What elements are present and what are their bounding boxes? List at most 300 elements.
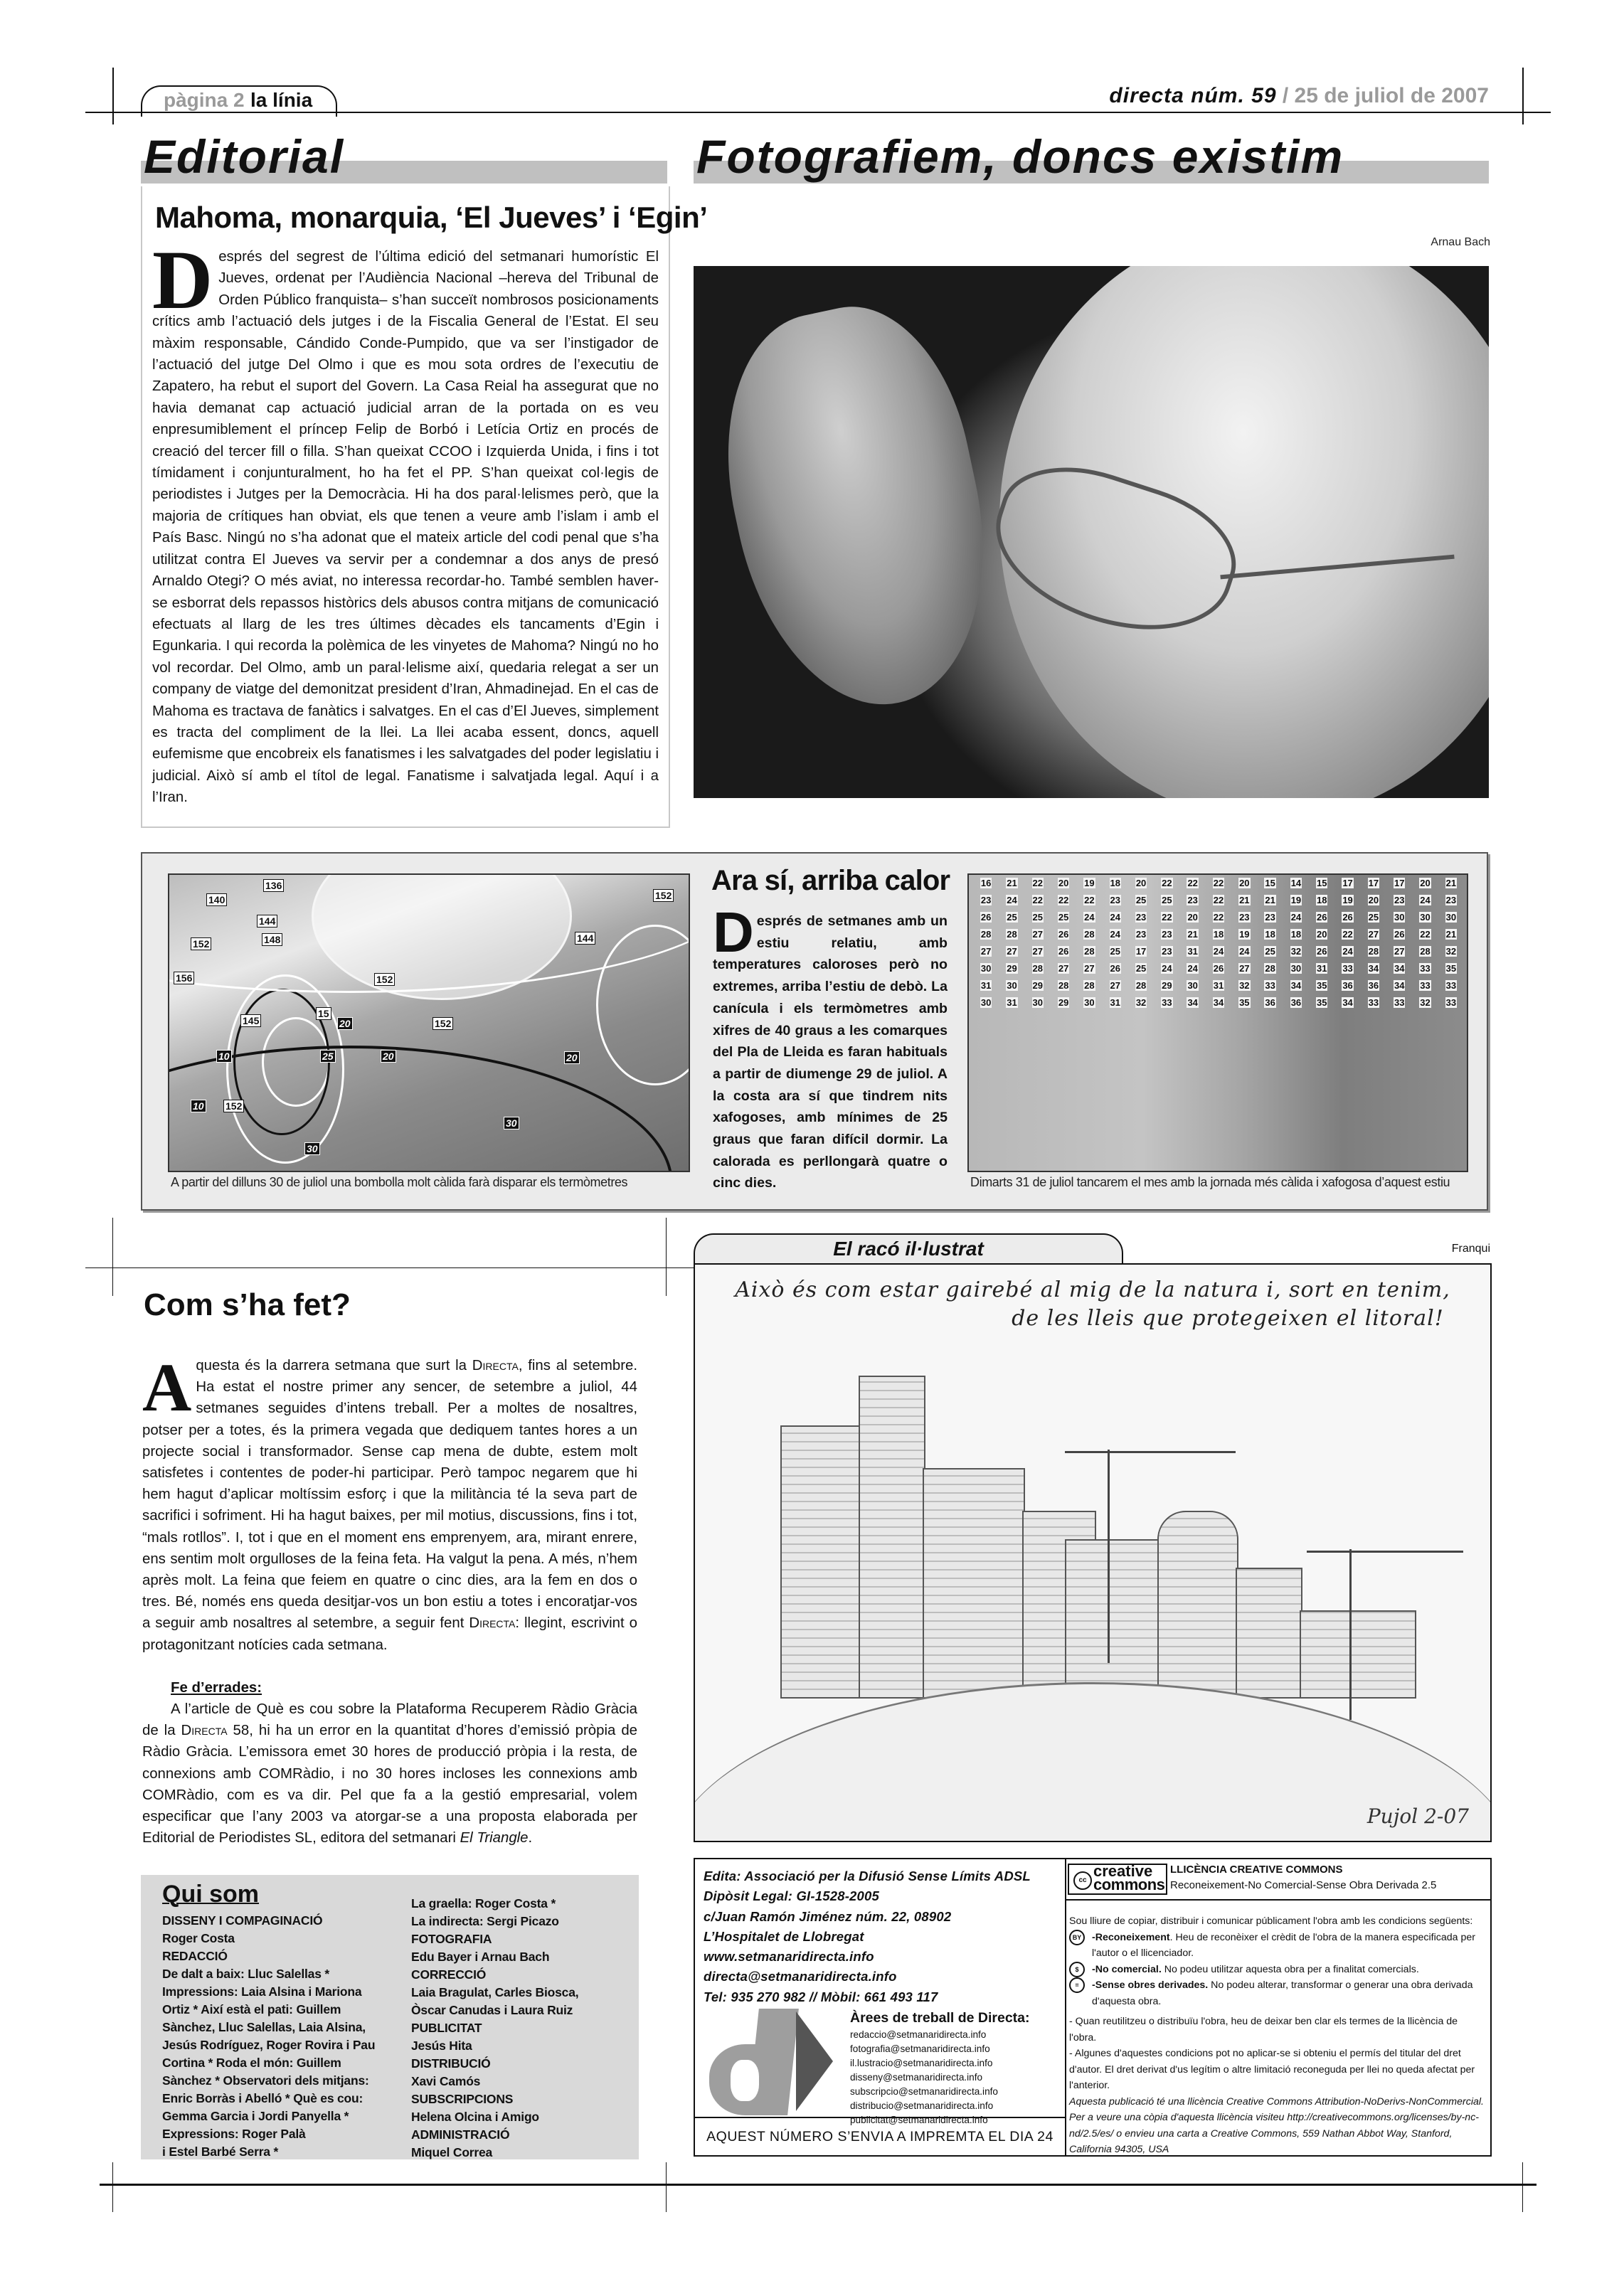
temperature-value <box>1361 980 1386 991</box>
temperature-value <box>1206 963 1231 974</box>
temperature-label: 28 <box>1368 946 1379 957</box>
map-label: 10 <box>216 1050 232 1063</box>
temperature-label: 33 <box>1445 980 1457 991</box>
temperature-value <box>1386 997 1412 1008</box>
weather-text: esprés de setmanes amb un estiu relatiu, amb temperatures caloroses però no extremes, arriba l’estiu de debò. La canícula i els termòmetres amb xifres de 40 graus a les comarques del Pla de Lleida es faran habituals a partir de diumenge 29 de juliol. A la costa ara sí que tindrem nits xafogoses, amb mínimes de 25 graus que faran difícil dormir. La calorada es perllongarà quatre o cinc dies. <box>713 913 948 1191</box>
temperature-value <box>1103 929 1128 940</box>
temperature-label: 28 <box>1084 929 1095 940</box>
publication-name: Directa <box>181 1723 228 1739</box>
temperature-label: 26 <box>1110 963 1120 974</box>
temperature-label: 34 <box>1368 963 1379 974</box>
temperature-value <box>1051 878 1076 888</box>
editorial-section-head <box>141 130 667 186</box>
temperature-label: 18 <box>1265 929 1275 940</box>
temperature-label: 15 <box>1317 878 1327 888</box>
temperature-label: 27 <box>1239 963 1250 974</box>
temperature-label: 19 <box>1290 895 1302 905</box>
temperature-value <box>1257 963 1283 974</box>
temperature-label: 28 <box>1032 963 1044 974</box>
temperature-value <box>1257 912 1283 923</box>
dropcap: D <box>713 900 754 964</box>
temperature-value <box>973 912 999 923</box>
temperature-label: 33 <box>1342 963 1353 974</box>
cc-icon: cc <box>1073 1871 1092 1890</box>
publisher-line: www.setmanaridirecta.info <box>704 1949 874 1965</box>
temperature-label: 20 <box>1135 878 1147 888</box>
temperature-value <box>1283 980 1309 991</box>
temperature-label: 27 <box>1394 946 1405 957</box>
temperature-value <box>1128 895 1154 905</box>
temperature-label: 34 <box>1187 997 1198 1008</box>
temperature-value <box>1103 878 1128 888</box>
temperature-value <box>1412 895 1438 905</box>
temperature-value <box>1025 878 1051 888</box>
temperature-value <box>1334 912 1360 923</box>
temperature-value <box>1128 946 1154 957</box>
temperature-label: 30 <box>980 997 992 1008</box>
cartoon-caption <box>695 1276 1490 1333</box>
crop-mark <box>112 2162 113 2212</box>
temperature-label: 28 <box>1084 980 1095 991</box>
temperature-value <box>973 946 999 957</box>
staff-list-right <box>411 1895 578 2162</box>
errata-title: Fe d’errades: <box>171 1679 262 1696</box>
staff-line: i Estel Barbé Serra * <box>162 2144 279 2159</box>
map-label: 20 <box>337 1017 353 1030</box>
temperature-value <box>1076 912 1102 923</box>
staff-line: Enric Borràs i Abelló * Què es cou: <box>162 2091 363 2105</box>
temperature-value <box>1309 895 1334 905</box>
temperature-label: 25 <box>1135 895 1147 905</box>
staff-line: Sànchez, Lluc Salellas, Laia Alsina, <box>162 2020 366 2034</box>
temperature-label: 31 <box>1317 963 1327 974</box>
temperature-value <box>1025 963 1051 974</box>
weather-map-isobars <box>168 873 690 1172</box>
temperature-label: 27 <box>1007 946 1017 957</box>
temperature-value <box>1154 997 1179 1008</box>
temperature-label: 22 <box>1213 895 1224 905</box>
temperature-value <box>1076 963 1102 974</box>
who-we-are-title: Qui som <box>162 1881 260 1908</box>
temperature-label: 22 <box>1213 878 1224 888</box>
logo-shape <box>796 2011 833 2111</box>
publisher-info <box>704 1866 1031 2007</box>
map-label: 30 <box>504 1117 519 1130</box>
issue-info <box>1109 84 1489 108</box>
temperature-label: 23 <box>1265 912 1275 923</box>
temperature-label: 21 <box>1445 929 1457 940</box>
how-made-text: : llegint, escrivint o protagonitzant notícies cada setmana. <box>142 1615 637 1653</box>
temperature-label: 20 <box>1420 878 1431 888</box>
temperature-value <box>1386 929 1412 940</box>
publisher-line: Edita: Associació per la Difusió Sense Límits ADSL <box>704 1869 1031 1883</box>
temperature-label: 20 <box>1187 912 1198 923</box>
temperature-grid <box>973 878 1464 1008</box>
temperature-value <box>1206 946 1231 957</box>
temperature-value <box>1051 997 1076 1008</box>
temperature-label: 27 <box>1368 929 1379 940</box>
temperature-value <box>1206 980 1231 991</box>
cc-logo-word: commons <box>1093 1876 1165 1893</box>
temperature-value <box>1154 963 1179 974</box>
temperature-label: 27 <box>1084 963 1095 974</box>
map-label: 152 <box>223 1100 244 1112</box>
map-label: 15 <box>316 1007 331 1020</box>
map-label: 20 <box>381 1050 396 1063</box>
temperature-value <box>1206 929 1231 940</box>
condition-text: . Heu de reconèixer el crèdit de l'obra de la manera especificada per l'autor o el llicenciador. <box>1092 1931 1475 1959</box>
temperature-value <box>1334 963 1360 974</box>
staff-list-left <box>162 1912 375 2161</box>
temperature-label: 33 <box>1162 997 1172 1008</box>
temperature-label: 24 <box>1187 963 1198 974</box>
how-made-text: questa és la darrera setmana que surt la <box>196 1358 472 1373</box>
temperature-label: 22 <box>1162 912 1172 923</box>
email-address: subscripcio@setmanaridirecta.info <box>850 2086 998 2097</box>
who-we-are-box <box>141 1875 639 2159</box>
temperature-label: 23 <box>1187 895 1198 905</box>
temperature-value <box>1076 895 1102 905</box>
temperature-value <box>1206 997 1231 1008</box>
temperature-value <box>1128 963 1154 974</box>
temperature-value <box>1154 929 1179 940</box>
colophon-box <box>694 1858 1066 2157</box>
email-address: il.lustracio@setmanaridirecta.info <box>850 2058 993 2068</box>
temperature-value <box>1103 963 1128 974</box>
temperature-value <box>1309 980 1334 991</box>
condition-text: No podeu alterar, transformar o generar una obra derivada d'aquesta obra. <box>1092 1979 1473 2007</box>
staff-line: DISSENY I COMPAGINACIÓ <box>162 1913 323 1928</box>
temperature-value <box>1412 963 1438 974</box>
temperature-value <box>1025 895 1051 905</box>
temperature-label: 33 <box>1394 997 1405 1008</box>
how-made-body <box>142 1349 637 1849</box>
license-subtitle: Reconeixement-No Comercial-Sense Obra Derivada 2.5 <box>1170 1879 1437 1891</box>
temperature-value <box>999 878 1024 888</box>
temperature-value <box>1361 878 1386 888</box>
staff-line: Roger Costa <box>162 1931 235 1945</box>
temperature-value <box>1180 895 1206 905</box>
temperature-label: 28 <box>1058 980 1069 991</box>
temperature-label: 22 <box>1162 878 1172 888</box>
temperature-label: 34 <box>1394 963 1405 974</box>
map-label: 148 <box>262 933 282 946</box>
temperature-label: 25 <box>1135 963 1147 974</box>
map2-caption: Dimarts 31 de juliol tancarem el mes amb la jornada més càlida i xafogosa d’aquest estiu <box>970 1175 1450 1189</box>
license-header <box>1066 1859 1490 1901</box>
temperature-label: 24 <box>1084 912 1095 923</box>
temperature-label: 22 <box>1058 895 1069 905</box>
temperature-value <box>1025 980 1051 991</box>
temperature-value <box>1257 946 1283 957</box>
license-box <box>1065 1858 1492 2157</box>
license-condition <box>1069 1977 1486 2009</box>
temperature-value <box>1309 929 1334 940</box>
work-areas-title: Àrees de treball de Directa: <box>850 2010 1030 2026</box>
header-rule <box>107 112 1533 113</box>
temperature-value <box>1231 997 1257 1008</box>
temperature-value <box>1361 997 1386 1008</box>
temperature-label: 24 <box>1342 946 1353 957</box>
crane-drawing <box>1065 1451 1236 1453</box>
temperature-label: 19 <box>1342 895 1353 905</box>
editorial-text: esprés del segrest de l’última edició del setmanari humorístic El Jueves, ordenat per l’Audiència Nacional –hereva del Tribunal de Orden Público franquista– s’han succeït nombrosos posicionaments crítics amb l’actuació dels jutges i de la Fiscalia General de l’Estat. El seu màxim responsable, Cándido Conde-Pumpido, que va ser l’instigador de l’actuació del jutge Del Olmo i que es mou sota ordres de l’executiu de Zapatero, ha rebut el suport del Govern. La Casa Reial ha assegurat que no havia demanat cap actuació judicial arran de la portada on es veu enpresumiblement el príncep Felip de Borbó i Letícia Ortiz en procés de creació del tercer fill o filla. S’han queixat CCOO i Izquierda Unida, i fins i tot tímidament i conjunturalment, ho ha fet el PP. S’han queixat col·legis de periodistes i Jutges per la Democràcia. Hi ha dos paral·lelismes però, que la majoria de crítiques han obviat, els que tenen a veure amb l’islam i amb el País Basc. Ningú no s’ha adonat que el mateix article del codi penal que s’ha utilitzat contra El Jueves va servir per a condemnar a dos anys de presó Arnaldo Otegi? O més aviat, no interessa recordar-ho. També semblen haver-se esborrat dels repassos històrics dels abusos contra mitjans de comunicació efectuats al llarg de les tres últimes dècades els tancaments d’Egin i Egunkaria. I qui recorda la polèmica de les vinyetes de Mahoma? Ningú no ho vol recordar. Del Olmo, amb un paral·lelisme així, quedaria relegat a ser un company de viatge del demonitzat president d’Iran, Ahmadinejad. En el cas de Mahoma es tractava de fanàtics i salvatges. En el cas d’El Jueves, simplement es tracta del compliment de la llei. La llei acaba essent, doncs, aquell eufemisme que encobreix els fanatismes i les salvatgades del poder legislatiu i judicial. Això sí amb el títol de legal. Fanatisme i salvatjada legal. Aquí i a l’Iran. <box>152 249 659 806</box>
temperature-value <box>1283 997 1309 1008</box>
staff-line: De dalt a baix: Lluc Salellas * <box>162 1967 330 1981</box>
temperature-label: 23 <box>980 895 992 905</box>
page-number: pàgina 2 <box>164 89 245 111</box>
temperature-value <box>1051 912 1076 923</box>
temperature-value <box>1128 929 1154 940</box>
staff-line: Sànchez * Observatori dels mitjans: <box>162 2073 369 2088</box>
temperature-label: 32 <box>1135 997 1147 1008</box>
temperature-value <box>1283 912 1309 923</box>
temperature-value <box>1128 997 1154 1008</box>
temperature-label: 31 <box>980 980 992 991</box>
editorial-body <box>152 233 659 809</box>
temperature-label: 23 <box>1162 929 1172 940</box>
building-drawing <box>1157 1511 1238 1699</box>
how-made-text: , fins al setembre. Ha estat el nostre primer any sencer, de setembre a juliol, 44 setmanes seguides d’intens treball. Per a moltes de nosaltres, potser per a totes, és la primera vegada que dediquem tantes hores a un projecte social i transformador. Sense cap mena de dubte, estem molt satisfetes i contentes de poder-hi participar. Però tampoc negarem que hi hem hagut d’aplicar moltíssim esforç i que la militància té la seva part de sacrifici i sofriment. Hi ha hagut baixes, per mil motius, discussions, fins i tot, “mals rotllos”. I, tot i que en el moment ens emprenyem, ara, mirant enrere, ens sentim molt orgulloses de la feina feta. Ha valgut la pena. A més, n’hem après molt. La feina que feiem en quatre o cinc dies, ara la fem en dos o tres. Bé, només ens queda desitjar-vos un bon estiu a totes i encoratjar-vos a seguir amb nosaltres al setembre, a seguir fent <box>142 1358 637 1632</box>
temperature-label: 25 <box>1162 895 1172 905</box>
temperature-value <box>1361 946 1386 957</box>
temperature-value <box>1103 946 1128 957</box>
temperature-value <box>1128 912 1154 923</box>
temperature-label: 24 <box>1110 929 1120 940</box>
artist-signature: Pujol 2-07 <box>1366 1805 1469 1828</box>
map-label: 152 <box>432 1017 453 1030</box>
crane-drawing <box>1307 1551 1463 1553</box>
temperature-label: 23 <box>1110 895 1120 905</box>
temperature-label: 27 <box>1110 980 1120 991</box>
temperature-value <box>1051 980 1076 991</box>
crop-mark <box>666 1218 667 1296</box>
temperature-label: 24 <box>1110 912 1120 923</box>
temperature-value <box>1206 878 1231 888</box>
publication-name: El Triangle <box>460 1830 529 1846</box>
temperature-label: 32 <box>1420 997 1431 1008</box>
temperature-value <box>1180 912 1206 923</box>
temperature-label: 26 <box>1213 963 1224 974</box>
temperature-label: 29 <box>1162 980 1172 991</box>
temperature-label: 22 <box>1213 912 1224 923</box>
temperature-value <box>1438 946 1464 957</box>
editorial-section-title: Editorial <box>144 130 345 183</box>
illustration-tab-title: El racó il·lustrat <box>833 1238 984 1260</box>
map-label: 136 <box>263 879 284 892</box>
staff-line: SUBSCRIPCIONS <box>411 2092 514 2106</box>
license-italic-note: Aquesta publicació té una llicència Creative Commons Attribution-NoDerivs-NonCommercial. Per a veure una còpia d'aquesta llicència visiteu http://creativecommons.org/licenses/by-nc-nd/2.5/es/ o envieu una carta a Creative Commons, 559 Nathan Abbot Way, Stanford, California 94305, USA <box>1069 2095 1484 2155</box>
temperature-label: 21 <box>1239 895 1250 905</box>
temperature-value <box>1180 980 1206 991</box>
staff-line: La indirecta: Sergi Picazo <box>411 1914 559 1928</box>
temperature-value <box>1025 929 1051 940</box>
license-note: - Quan reutilitzeu o distribuïu l'obra, heu de deixar ben clar els termes de la llicència de l'obra. <box>1069 2016 1458 2043</box>
temperature-value <box>1438 878 1464 888</box>
map-label: 10 <box>191 1100 206 1112</box>
temperature-value <box>973 929 999 940</box>
building-drawing <box>1065 1539 1160 1699</box>
temperature-label: 25 <box>1007 912 1017 923</box>
temperature-label: 36 <box>1368 980 1379 991</box>
staff-line: Helena Olcina i Amigo <box>411 2110 539 2124</box>
staff-line: FOTOGRAFIA <box>411 1932 492 1946</box>
crop-mark <box>112 1218 113 1296</box>
temperature-value <box>1361 963 1386 974</box>
temperature-value <box>1076 878 1102 888</box>
temperature-label: 24 <box>1213 946 1224 957</box>
temperature-label: 34 <box>1290 980 1302 991</box>
map-label: 140 <box>206 893 227 906</box>
temperature-label: 32 <box>1445 946 1457 957</box>
temperature-value <box>1257 997 1283 1008</box>
print-note: AQUEST NÚMERO S’ENVIA A IMPREMTA EL DIA 24 <box>695 2117 1065 2155</box>
temperature-value <box>1076 980 1102 991</box>
editorial-box <box>141 186 708 828</box>
temperature-label: 32 <box>1290 946 1302 957</box>
temperature-label: 33 <box>1445 997 1457 1008</box>
temperature-value <box>1283 929 1309 940</box>
temperature-label: 25 <box>1110 946 1120 957</box>
email-address: redaccio@setmanaridirecta.info <box>850 2029 987 2040</box>
temperature-value <box>1412 997 1438 1008</box>
temperature-value <box>999 895 1024 905</box>
temperature-label: 30 <box>1290 963 1302 974</box>
temperature-label: 28 <box>1265 963 1275 974</box>
building-drawing <box>859 1376 925 1699</box>
temperature-value <box>1283 946 1309 957</box>
temperature-label: 21 <box>1265 895 1275 905</box>
work-areas <box>850 2010 1030 2127</box>
temperature-value <box>1257 980 1283 991</box>
temperature-label: 22 <box>1187 878 1198 888</box>
temperature-value <box>1438 997 1464 1008</box>
temperature-value <box>1231 912 1257 923</box>
temperature-value <box>999 980 1024 991</box>
logo-shape <box>748 2009 799 2115</box>
crop-mark <box>666 2162 667 2212</box>
dropcap: D <box>152 233 213 326</box>
temperature-label: 21 <box>1445 878 1457 888</box>
section-label: la línia <box>250 89 313 111</box>
condition-text: No podeu utilitzar aquesta obra per a finalitat comercials. <box>1161 1963 1419 1975</box>
temperature-value <box>1257 895 1283 905</box>
crane-drawing <box>1349 1549 1352 1720</box>
temperature-label: 22 <box>1032 878 1044 888</box>
temperature-value <box>1412 878 1438 888</box>
cartoon-caption-line: de les lleis que protegeixen el litoral! <box>1012 1306 1444 1331</box>
temperature-label: 20 <box>1368 895 1379 905</box>
email-address: distribucio@setmanaridirecta.info <box>850 2100 994 2111</box>
temperature-value <box>1180 929 1206 940</box>
temperature-value <box>1206 912 1231 923</box>
temperature-label: 30 <box>1187 980 1198 991</box>
temperature-value <box>1438 895 1464 905</box>
temperature-value <box>999 912 1024 923</box>
temperature-value <box>1180 946 1206 957</box>
temperature-label: 20 <box>1239 878 1250 888</box>
feature-photo <box>694 266 1489 798</box>
temperature-value <box>999 963 1024 974</box>
temperature-label: 22 <box>1032 895 1044 905</box>
temperature-label: 15 <box>1265 878 1275 888</box>
temperature-value <box>1180 963 1206 974</box>
temperature-label: 25 <box>1032 912 1044 923</box>
staff-line: ADMINISTRACIÓ <box>411 2127 510 2142</box>
temperature-label: 25 <box>1265 946 1275 957</box>
temperature-value <box>1025 946 1051 957</box>
temperature-label: 18 <box>1213 929 1224 940</box>
temperature-label: 18 <box>1317 895 1327 905</box>
temperature-label: 27 <box>980 946 992 957</box>
map-label: 144 <box>575 932 595 945</box>
non-commercial-icon: $ <box>1069 1962 1085 1977</box>
temperature-value <box>1051 963 1076 974</box>
temperature-label: 19 <box>1084 878 1095 888</box>
illustration-tab <box>694 1233 1123 1266</box>
temperature-label: 25 <box>1368 912 1379 923</box>
temperature-label: 24 <box>1162 963 1172 974</box>
temperature-value <box>1180 997 1206 1008</box>
photo-credit: Arnau Bach <box>1431 236 1490 248</box>
temperature-value <box>1154 878 1179 888</box>
temperature-value <box>1231 980 1257 991</box>
temperature-value <box>1309 963 1334 974</box>
temperature-value <box>1438 912 1464 923</box>
building-drawing <box>780 1425 861 1699</box>
temperature-label: 33 <box>1265 980 1275 991</box>
temperature-label: 21 <box>1187 929 1198 940</box>
license-condition <box>1069 1930 1486 1962</box>
staff-line: Gemma Garcia i Jordi Panyella * <box>162 2109 349 2123</box>
publisher-line: Tel: 935 270 982 // Mòbil: 661 493 117 <box>704 1989 938 2004</box>
license-body <box>1069 1913 1486 2158</box>
attribution-icon: BY <box>1069 1930 1085 1945</box>
temperature-label: 32 <box>1239 980 1250 991</box>
temperature-label: 17 <box>1342 878 1353 888</box>
temperature-label: 26 <box>1317 946 1327 957</box>
temperature-label: 27 <box>1058 963 1069 974</box>
temperature-label: 26 <box>1058 929 1069 940</box>
temperature-value <box>1128 878 1154 888</box>
temperature-value <box>1412 980 1438 991</box>
license-condition <box>1069 1962 1486 1978</box>
temperature-label: 30 <box>980 963 992 974</box>
temperature-label: 28 <box>1420 946 1431 957</box>
photo-hand-shape <box>697 288 1017 728</box>
license-note: - Algunes d'aquestes condicions pot no aplicar-se si obteniu el permís del titular del dret d'autor. El dret derivat d'us legítim o altre limitació reconeguda per llei no queda afectat per l'anterior. <box>1069 2048 1475 2091</box>
temperature-value <box>973 980 999 991</box>
temperature-label: 17 <box>1368 878 1379 888</box>
editorial-headline: Mahoma, monarquia, ‘El Jueves’ i ‘Egin’ <box>155 201 708 234</box>
temperature-label: 26 <box>1317 912 1327 923</box>
temperature-label: 29 <box>1032 980 1044 991</box>
weather-map-temperatures <box>967 873 1468 1172</box>
temperature-label: 18 <box>1290 929 1302 940</box>
temperature-label: 30 <box>1007 980 1017 991</box>
staff-line: PUBLICITAT <box>411 2021 482 2035</box>
illustration-credit: Franqui <box>1451 1243 1490 1255</box>
temperature-label: 28 <box>1135 980 1147 991</box>
map1-caption: A partir del dilluns 30 de juliol una bombolla molt càlida farà disparar els termòmetres <box>171 1175 628 1189</box>
temperature-value <box>1051 895 1076 905</box>
temperature-label: 31 <box>1187 946 1198 957</box>
temperature-label: 14 <box>1290 878 1302 888</box>
temperature-value <box>1051 946 1076 957</box>
temperature-label: 23 <box>1445 895 1457 905</box>
issue-separator: / <box>1282 84 1289 107</box>
publisher-line: c/Juan Ramón Jiménez núm. 22, 08902 <box>704 1908 952 1924</box>
